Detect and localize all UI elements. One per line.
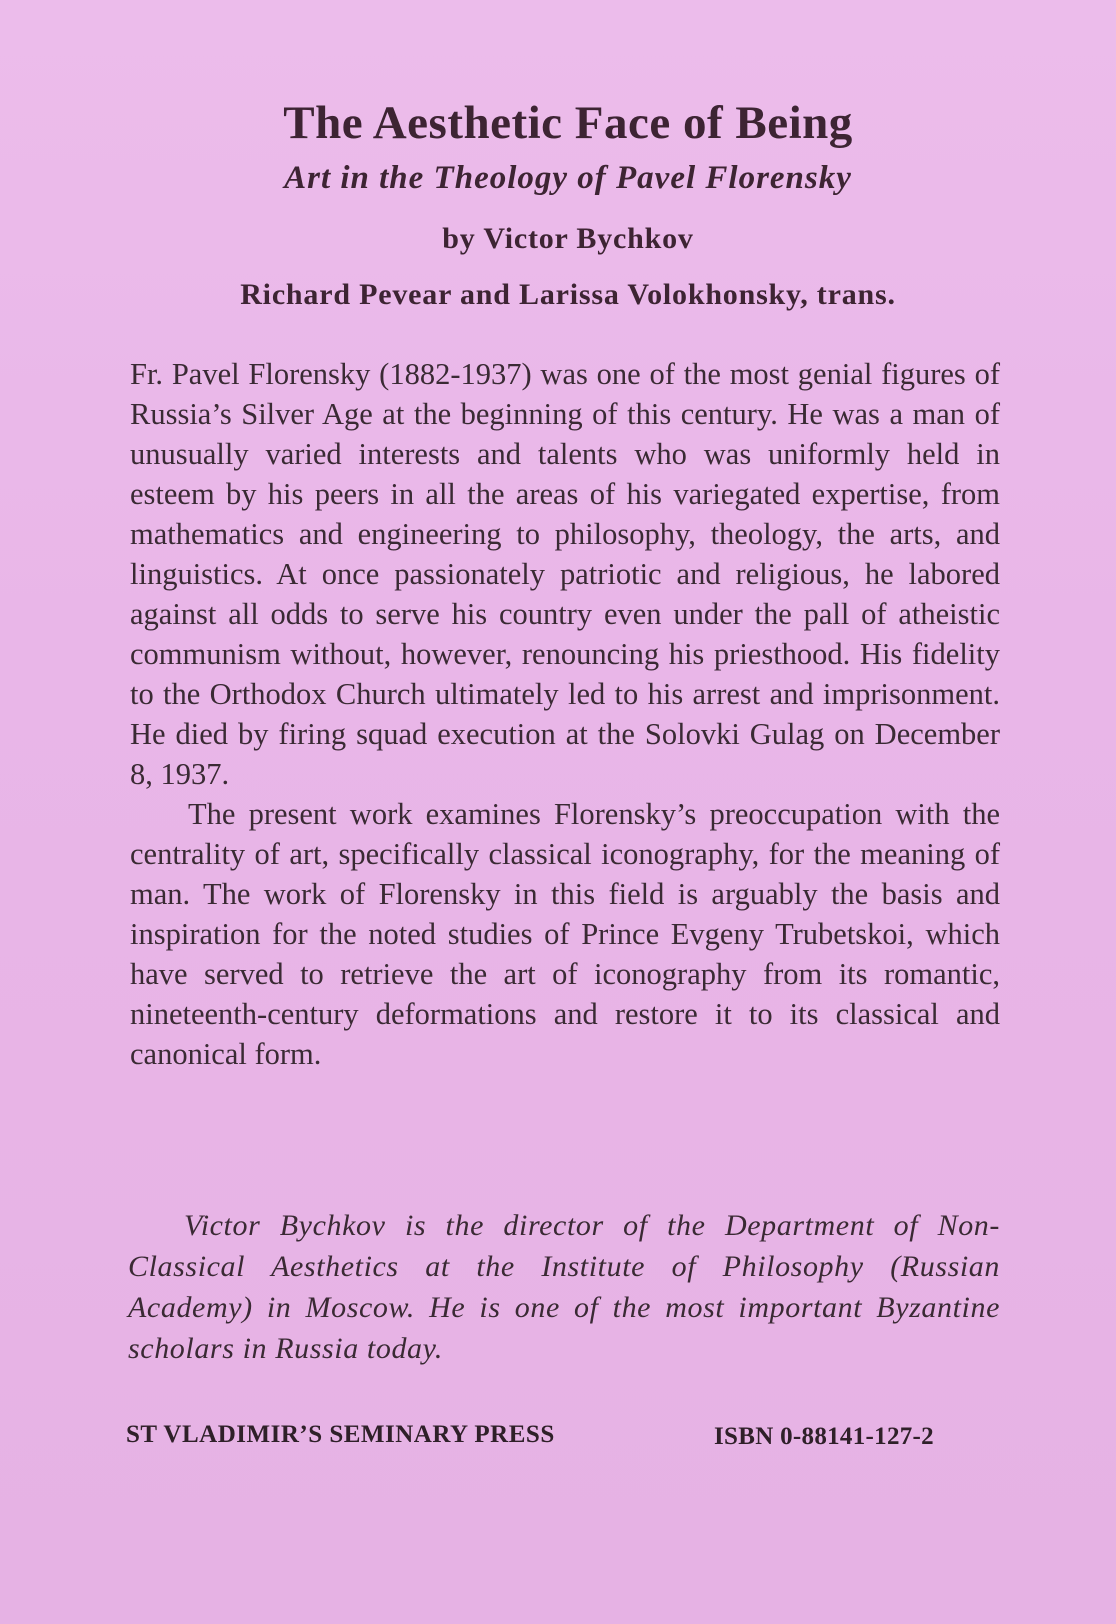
description-text <box>130 354 1000 1074</box>
description-paragraph-2: The present work examines Florensky’s preoccupation with the centrality of art, specifically classical iconography, for the meaning of man. The work of Florensky in this field is arguably the basis and inspiration for the noted studies of Prince Evgeny Trubetskoi, which have served to retrieve the art of iconography from its romantic, nineteenth-century deformations and restore it to its classical and canonical form. <box>130 797 1000 1071</box>
book-title: The Aesthetic Face of Being <box>283 97 853 149</box>
translators-line: Richard Pevear and Larissa Volokhonsky, trans. <box>240 278 896 311</box>
author-line: by Victor Bychkov <box>442 222 694 255</box>
author-bio: Victor Bychkov is the director of the Department of Non-Classical Aesthetics at the Institute of Philosophy (Russian Academy) in Moscow. He is one of the most important Byzantine scholars in Russia today. <box>128 1209 1000 1365</box>
book-subtitle: Art in the Theology of Pavel Florensky <box>284 160 852 196</box>
publisher-name: ST VLADIMIR’S SEMINARY PRESS <box>126 1421 555 1448</box>
description-paragraph-1: Fr. Pavel Florensky (1882-1937) was one of the most genial figures of Russia’s Silver Age at the beginning of this century. He was a man of unusually varied interests and talents who was uniformly held in esteem by his peers in all the areas of his variegated expertise, from mathematics and engineering to philosophy, theology, the arts, and linguistics. At once passionately patriotic and religious, he labored against all odds to serve his country even under the pall of atheistic communism without, however, renouncing his priesthood. His fidelity to the Orthodox Church ultimately led to his arrest and imprisonment. He died by firing squad execution at the Solovki Gulag on December 8, 1937. <box>130 357 1000 791</box>
isbn-number: ISBN 0-88141-127-2 <box>714 1423 934 1450</box>
